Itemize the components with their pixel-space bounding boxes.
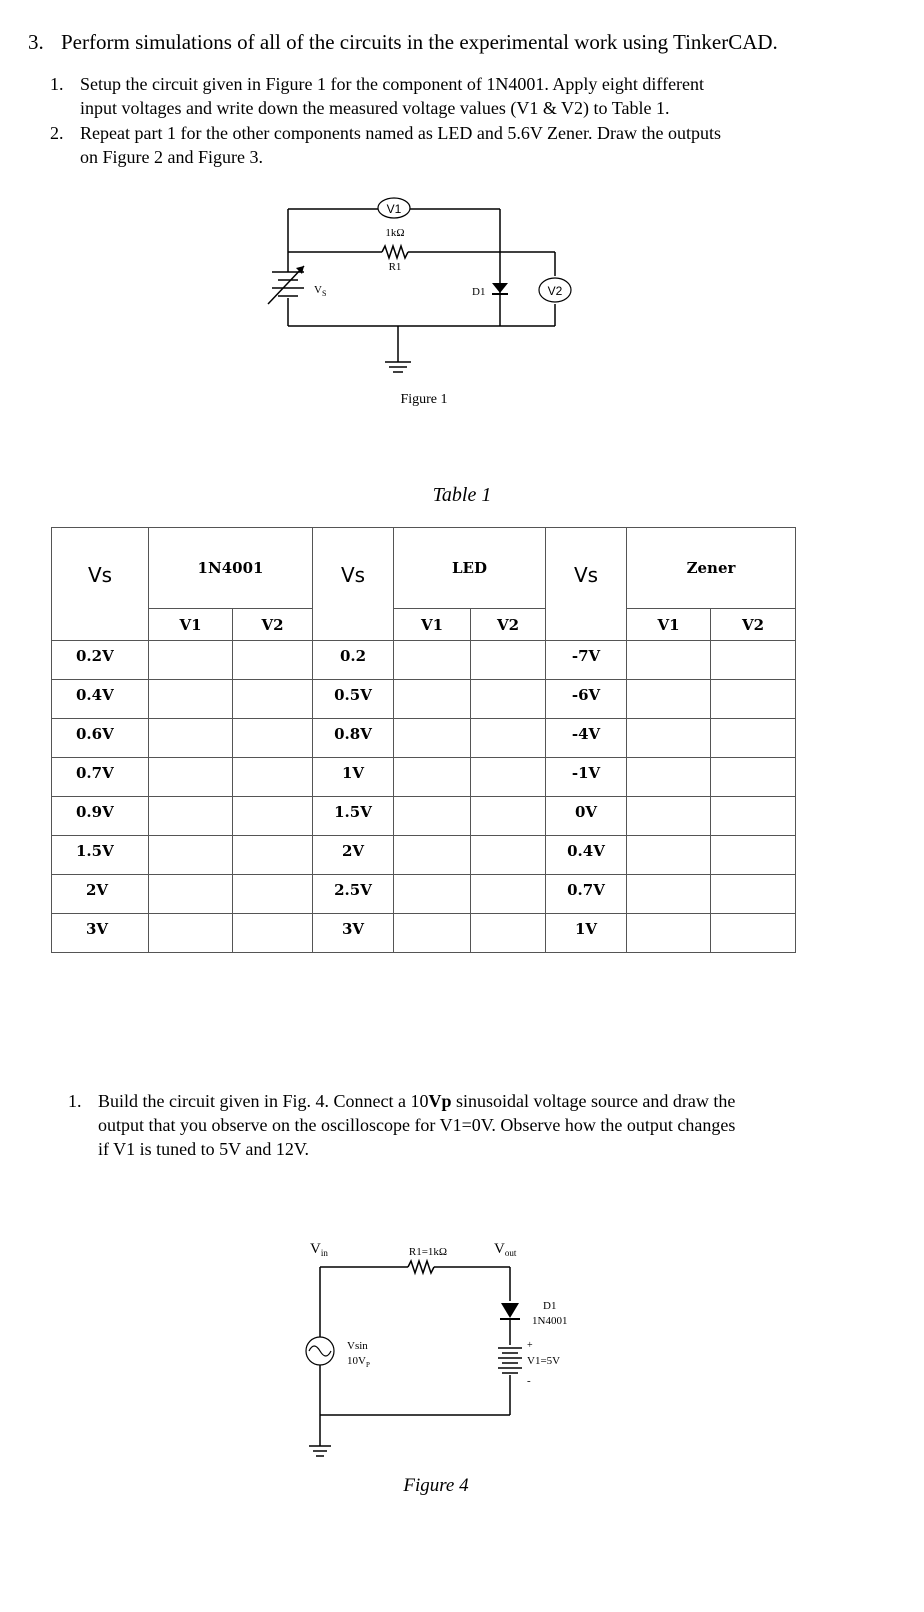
step-2-line-1: Repeat part 1 for the other components named as LED and 5.6V Zener. Draw the outputs [80,123,721,143]
vs-header: Vs [313,528,394,641]
col-v1: V1 [627,609,711,641]
table-1-title: Table 1 [432,484,492,506]
vs-cell: 0V [546,797,627,836]
vout-label: $V_{out}$ [494,1241,517,1258]
vs-cell: 3V [52,914,149,953]
col-v2: V2 [233,609,313,641]
part-2-line-1: Build the circuit given in Fig. 4. Connect a 10Vp sinusoidal voltage source and draw the [98,1091,736,1111]
vs-cell: 0.2V [52,641,149,680]
vs-cell: 2V [52,875,149,914]
section-number: 3. [28,30,44,54]
vs-cell: 0.5V [313,680,394,719]
vs-cell: 0.4V [546,836,627,875]
battery-label: V1=5V [527,1355,561,1367]
col-v1: V1 [394,609,471,641]
vs-cell: -6V [546,680,627,719]
vs-header: Vs [546,528,627,641]
vs-cell: -7V [546,641,627,680]
step-1-number: 1. [50,74,64,94]
diode-part: 1N4001 [532,1315,568,1327]
vs-cell: -1V [546,758,627,797]
fig4-resistor-label: R1=1kΩ [408,1246,448,1258]
figure-4-caption: Figure 4 [403,1475,469,1496]
part-2-line-2: output that you observe on the oscilloscope for V1=0V. Observe how the output changes [98,1115,736,1135]
source-name: Vsin [347,1340,368,1352]
diode-label: D1 [472,286,486,298]
col-v1: V1 [149,609,233,641]
vs-cell: 0.7V [546,875,627,914]
vs-cell: 1V [546,914,627,953]
step-1-line-2: input voltages and write down the measured voltage values (V1 & V2) to Table 1. [80,98,670,118]
figure-1-caption: Figure 1 [400,392,448,407]
vs-cell: 1.5V [313,797,394,836]
vs-cell: 0.8V [313,719,394,758]
resistor-value: 1kΩ [385,227,405,239]
meter-v1-label: V1 [386,202,402,216]
source-label: $V_S$ [314,284,327,298]
vs-cell: -4V [546,719,627,758]
diode-name: D1 [543,1300,557,1312]
vs-cell: 3V [313,914,394,953]
part-2-line-3: if V1 is tuned to 5V and 12V. [98,1139,310,1159]
battery-minus: - [527,1375,531,1387]
vs-cell: 2V [313,836,394,875]
vin-label: $V_{in}$ [310,1241,328,1258]
vs-cell: 0.4V [52,680,149,719]
group-header-zener: Zener [627,528,796,609]
resistor-name: R1 [388,261,402,273]
col-v2: V2 [471,609,546,641]
vs-header: Vs [52,528,149,641]
source-value: $10V_P$ [347,1355,370,1369]
diode-1n4001-icon [501,1303,519,1318]
section-title: Perform simulations of all of the circuits in the experimental work using TinkerCAD. [61,30,778,54]
vs-cell: 2.5V [313,875,394,914]
vs-cell: 0.7V [52,758,149,797]
col-v2: V2 [711,609,796,641]
vs-cell: 0.9V [52,797,149,836]
vs-cell: 1.5V [52,836,149,875]
battery-plus: + [527,1340,533,1351]
group-header-led: LED [394,528,546,609]
vs-cell: 0.2 [313,641,394,680]
vs-cell: 0.6V [52,719,149,758]
step-2-number: 2. [50,123,64,143]
step-2-line-2: on Figure 2 and Figure 3. [80,147,263,167]
vs-cell: 1V [313,758,394,797]
group-header-1n4001: 1N4001 [149,528,313,609]
meter-v2-label: V2 [547,284,563,298]
step-1-line-1: Setup the circuit given in Figure 1 for the component of 1N4001. Apply eight different [80,74,705,94]
part-2-number: 1. [68,1091,82,1111]
